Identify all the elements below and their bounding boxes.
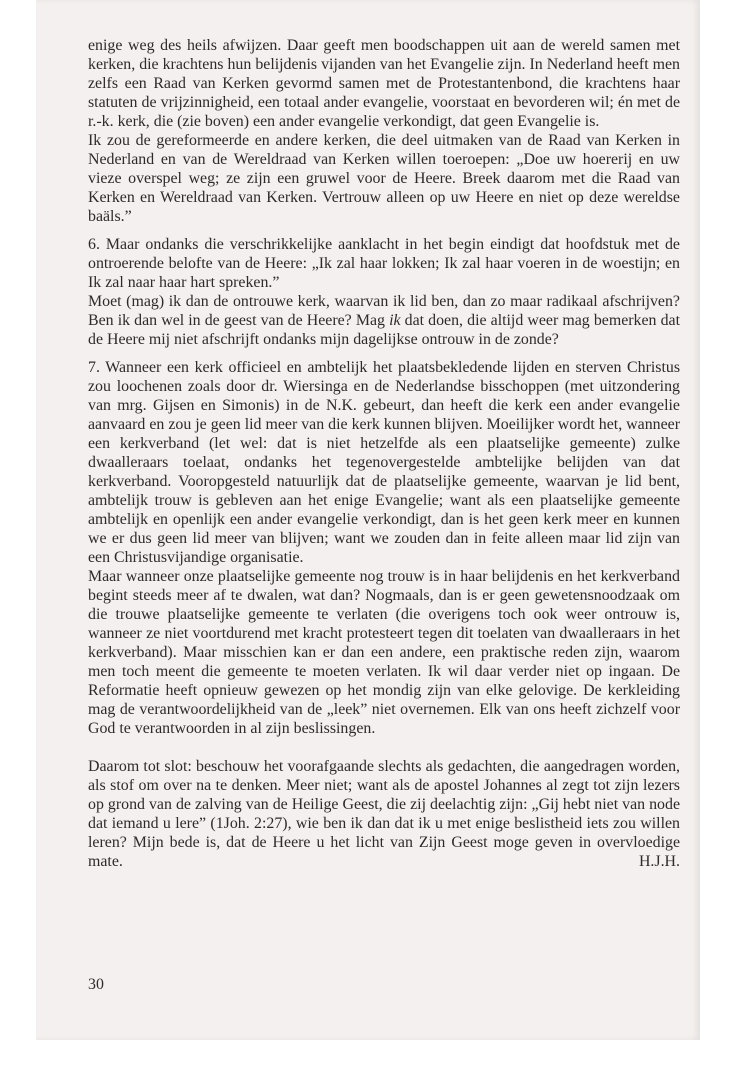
- emphasis-word: ik: [389, 312, 401, 329]
- paragraph-reformation: Maar wanneer onze plaatselijke gemeente nog trouw is in haar belijdenis en het kerkverband begint steeds meer af te dwalen, wat dan? Nogmaals, dan is er geen gewetensnoodzaak om die trouwe plaatselijke gemeente te verlaten (die overigens toch ook weer ontrouw is, wanneer ze niet voortdurend met kracht protesteert tegen dit toelaten van dwaalleraars in het kerkverband). Maar misschien kan er dan een andere, een praktische reden zijn, waarom men toch meent die gemeente te moeten verlaten. Ik wil daar verder niet op ingaan. De Reformatie heeft opnieuw gewezen op het mondig zijn van elke gelovige. De kerkleiding mag de verantwoordelijkheid van de „leek” niet overnemen. Elk van ons heeft zichzelf voor God te verantwoorden in al zijn beslissingen.: [88, 568, 680, 737]
- paragraph-6: 6. Maar ondanks die verschrikkelijke aanklacht in het begin eindigt dat hoofdstuk met de ontroerende belofte van de Heere: „Ik zal haar lokken; Ik zal haar voeren in de woestijn; en Ik zal naar haar hart spreken.”: [88, 236, 680, 291]
- paragraph-conclusion: [88, 757, 680, 871]
- paragraph-7: 7. Wanneer een kerk officieel en ambtelijk het plaatsbekledende lijden en sterven Christus zou loochenen zoals door dr. Wiersinga en de Nederlandse bisschoppen (met uitzondering van mrg. Gijsen en Simonis) in de N.K. gebeurt, dan heeft die kerk een ander evangelie aanvaard en zou je geen lid meer van die kerk kunnen blijven. Moeilijker wordt het, wanneer een kerkverband (let wel: dat is niet hetzelfde als een plaatselijke gemeente) zulke dwaalleraars toelaat, ondanks het tegenovergestelde ambtelijke belijden van dat kerkverband. Vooropgesteld natuurlijk dat de plaatselijke gemeente, waarvan je lid bent, ambtelijk trouw is gebleven aan het enige Evangelie; want als een plaatselijke gemeente ambtelijk en openlijk een ander evangelie verkondigt, dan is het geen kerk meer en kunnen we er dus geen lid meer van blijven; want we zouden dan in feite alleen maar lid zijn van een Christusvijandige organisatie.: [88, 359, 680, 566]
- conclusion-text: Daarom tot slot: beschouw het voorafgaande slechts als gedachten, die aangedragen worden, als stof om over na te denken. Meer niet; want als de apostel Johannes al zegt tot zijn lezers op grond van de zalving van de Heilige Geest, die zij deelachtig zijn: „Gij hebt niet van node dat iemand u lere” (1Joh. 2:27), wie ben ik dan dat ik u met enige beslistheid iets zou willen leren? Mijn bede is, dat de Heere u het licht van Zijn Geest moge geven in overvloedige mate.: [88, 758, 680, 870]
- paragraph-appeal: Ik zou de gereformeerde en andere kerken, die deel uitmaken van de Raad van Kerken in Nederland en van de Wereldraad van Kerken willen toeroepen: „Doe uw hoererij en uw vieze overspel weg; ze zijn een gruwel voor de Heere. Breek daarom met die Raad van Kerken en Wereldraad van Kerken. Vertrouw alleen op uw Heere en niet op deze wereldse baäls.”: [88, 132, 680, 225]
- author-signature: H.J.H.: [638, 853, 680, 870]
- paragraph-intro: enige weg des heils afwijzen. Daar geeft men boodschappen uit aan de wereld samen met kerken, die krachtens hun belijdenis vijanden van het Evangelie zijn. In Nederland heeft men zelfs een Raad van Kerken gevormd samen met de Protestantenbond, die krachtens haar statuten de vrijzinnigheid, een totaal ander evangelie, voorstaat en bevorderen wil; én met de r.-k. kerk, die (zie boven) een ander evangelie verkondigt, dat geen Evangelie is.: [88, 37, 680, 130]
- paragraph-question: [88, 292, 680, 349]
- question-text-before: Moet (mag) ik dan de ontrouwe kerk, waarvan ik lid ben, dan zo maar radikaal afschrijven? Ben ik dan wel in de geest van de Heere? Mag: [88, 293, 680, 329]
- question-text-after: dat doen, die altijd weer mag bemerken dat de Heere mij niet afschrijft ondanks mijn dagelijkse ontrouw in de zonde?: [88, 312, 681, 348]
- page-body: [88, 36, 680, 871]
- page-number: 30: [88, 976, 104, 993]
